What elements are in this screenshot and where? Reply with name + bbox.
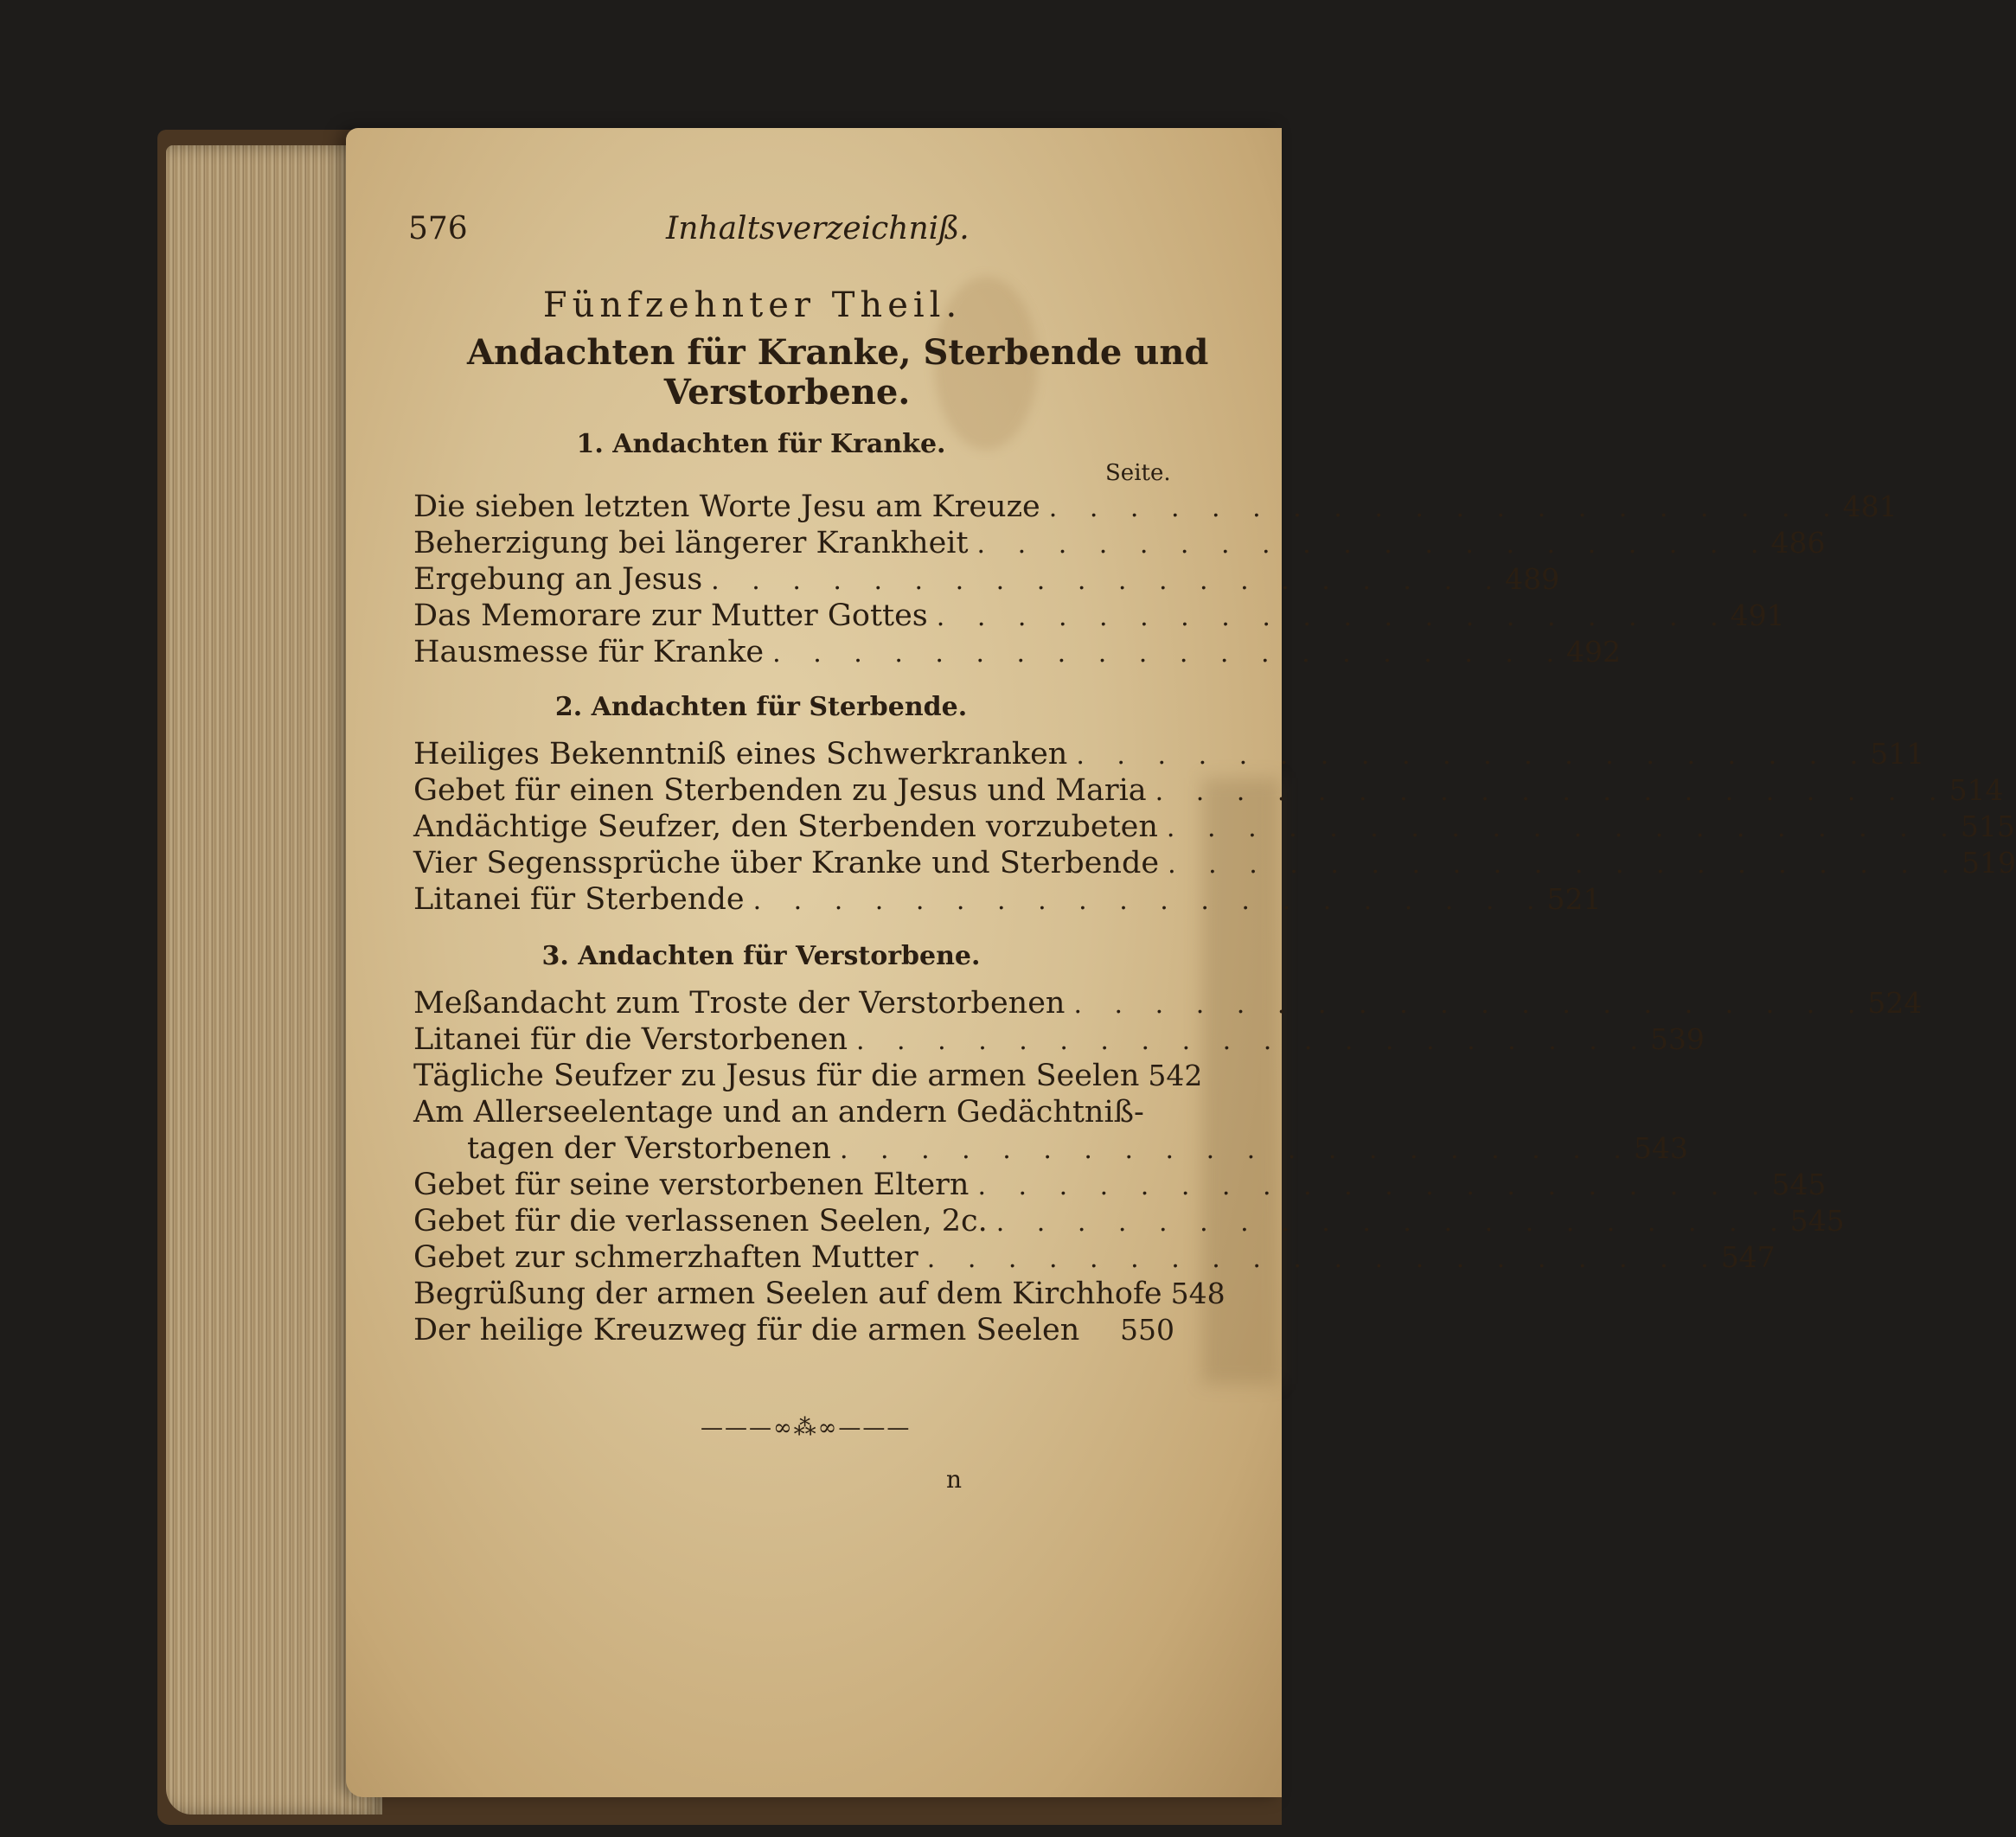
toc-entry — [413, 1022, 1705, 1059]
entry-title: Gebet für die verlassenen Seelen, 2c. — [413, 1204, 988, 1239]
section-title: 1. Andachten für Kranke. — [576, 429, 946, 459]
dot-leader: . . . . . . . . . . . . . . . . . . . . — [976, 529, 1771, 560]
entry-page: 547 — [1720, 1240, 1776, 1274]
toc-entry — [413, 737, 1925, 773]
toc-entry — [413, 1168, 1827, 1204]
entry-title: Das Memorare zur Mutter Gottes — [413, 598, 928, 633]
entry-page: 492 — [1566, 635, 1622, 669]
heading-line-2: Verstorbene. — [663, 372, 911, 413]
entry-page: 514 — [1949, 773, 2004, 807]
entry-title: Gebet für einen Sterbenden zu Jesus und Maria — [413, 773, 1147, 808]
dot-leader: . . . . . . . . . . . . . . . . . . . . — [752, 886, 1547, 916]
entry-title: tagen der Verstorbenen — [467, 1131, 831, 1166]
entry-page: 515 — [1960, 810, 2015, 843]
section-title: 3. Andachten für Verstorbene. — [541, 941, 981, 971]
toc-entry — [413, 526, 1826, 562]
entry-title: Die sieben letzten Worte Jesu am Kreuze — [413, 490, 1040, 524]
page-number: 576 — [408, 211, 468, 246]
entry-page: 521 — [1546, 882, 1602, 916]
entry-page: 486 — [1770, 526, 1826, 560]
toc-entry — [467, 1131, 1688, 1168]
dot-leader: . . . . . . . . . . . . . . . . . . . . — [936, 602, 1731, 632]
entry-page: 491 — [1730, 598, 1785, 632]
entry-page: 545 — [1771, 1168, 1827, 1201]
entry-title: Litanei für Sterbende — [413, 882, 745, 917]
section-title: 2. Andachten für Sterbende. — [554, 692, 968, 722]
toc-entry — [413, 986, 1923, 1022]
entry-title: Begrüßung der armen Seelen auf dem Kirchhofe — [413, 1277, 1162, 1311]
entry-title: Tägliche Seufzer zu Jesus für die armen Seelen — [413, 1059, 1140, 1093]
entry-page: 481 — [1842, 490, 1898, 523]
entry-page: 550 — [1120, 1313, 1174, 1347]
toc-entry — [413, 562, 1560, 598]
dot-leader: . . . . . . . . . . . . . . . . . . . . — [1168, 849, 1962, 880]
toc-entry — [413, 1240, 1776, 1277]
dot-leader: . . . . . . . . . . . . . . . . . . . . — [926, 1244, 1721, 1274]
entry-page: 524 — [1867, 986, 1923, 1020]
toc-entry — [413, 1204, 1845, 1240]
entry-page: 489 — [1505, 562, 1560, 596]
entry-title: Am Allerseelentage und an andern Gedächtniß- — [413, 1095, 1144, 1130]
toc-entry — [413, 635, 1622, 671]
entry-page: 539 — [1649, 1022, 1705, 1056]
entry-title: Vier Segenssprüche über Kranke und Sterbende — [413, 846, 1160, 880]
entry-page: 548 — [1170, 1277, 1226, 1310]
toc-entry — [413, 846, 2016, 882]
dot-leader: . . . . . . . . . . . . . . . . . . . . — [711, 566, 1506, 596]
toc-entry — [413, 1313, 1174, 1349]
toc-entry — [413, 773, 2004, 810]
entry-page: 545 — [1789, 1204, 1845, 1238]
entry-title: Beherzigung bei längerer Krankheit — [413, 526, 969, 560]
dot-leader: . . . . . . . . . . . . . . . . . . . . — [977, 1171, 1772, 1201]
entry-title: Gebet für seine verstorbenen Eltern — [413, 1168, 970, 1202]
toc-entry — [413, 1059, 1203, 1095]
toc-entry — [413, 882, 1602, 918]
dot-leader: . . . . . . . . . . . . . . . . . . . . — [1073, 989, 1868, 1020]
entry-title: Hausmesse für Kranke — [413, 635, 765, 669]
entry-title: Andächtige Seufzer, den Sterbenden vorzubeten — [413, 810, 1158, 844]
signature-mark: n — [946, 1465, 963, 1494]
ornament: ———∞⁂∞——— — [701, 1415, 912, 1441]
entry-title: Litanei für die Verstorbenen — [413, 1022, 848, 1057]
entry-title: Meßandacht zum Troste der Verstorbenen — [413, 986, 1066, 1021]
toc-entry — [413, 598, 1785, 635]
dot-leader: . . . . . . . . . . . . . . . . . . . . — [1155, 777, 1949, 807]
dot-leader: . . . . . . . . . . . . . . . . . . . . — [995, 1207, 1790, 1238]
part-title: Fünfzehnter Theil. — [542, 285, 963, 325]
running-title: Inhaltsverzeichniß. — [666, 211, 970, 246]
dot-leader: . . . . . . . . . . . . . . . . . . . . — [839, 1135, 1634, 1165]
toc-entry — [413, 1277, 1226, 1313]
entry-page: 519 — [1962, 846, 2016, 880]
entry-page: 543 — [1633, 1131, 1688, 1165]
dot-leader: . . . . . . . . . . . . . . . . . . . . — [1076, 740, 1871, 771]
dot-leader: . . . . . . . . . . . . . . . . . . . . — [1048, 493, 1843, 523]
entry-page: 542 — [1148, 1059, 1203, 1092]
entry-page: 511 — [1870, 737, 1925, 771]
dot-leader: . . . . . . . . . . . . . . . . . . . . — [855, 1026, 1650, 1056]
entry-title: Der heilige Kreuzweg für die armen Seelen — [413, 1313, 1080, 1347]
heading-line-1: Andachten für Kranke, Sterbende und — [467, 332, 1209, 373]
entry-title: Ergebung an Jesus — [413, 562, 703, 597]
page-column-label: Seite. — [1105, 460, 1171, 486]
entry-title: Heiliges Bekenntniß eines Schwerkranken — [413, 737, 1068, 771]
toc-entry — [413, 490, 1898, 526]
dot-leader: . . . . . . . . . . . . . . . . . . . . — [772, 638, 1567, 669]
dot-leader: . . . . . . . . . . . . . . . . . . . . — [1166, 813, 1961, 843]
entry-title: Gebet zur schmerzhaften Mutter — [413, 1240, 918, 1275]
toc-entry — [413, 810, 2015, 846]
